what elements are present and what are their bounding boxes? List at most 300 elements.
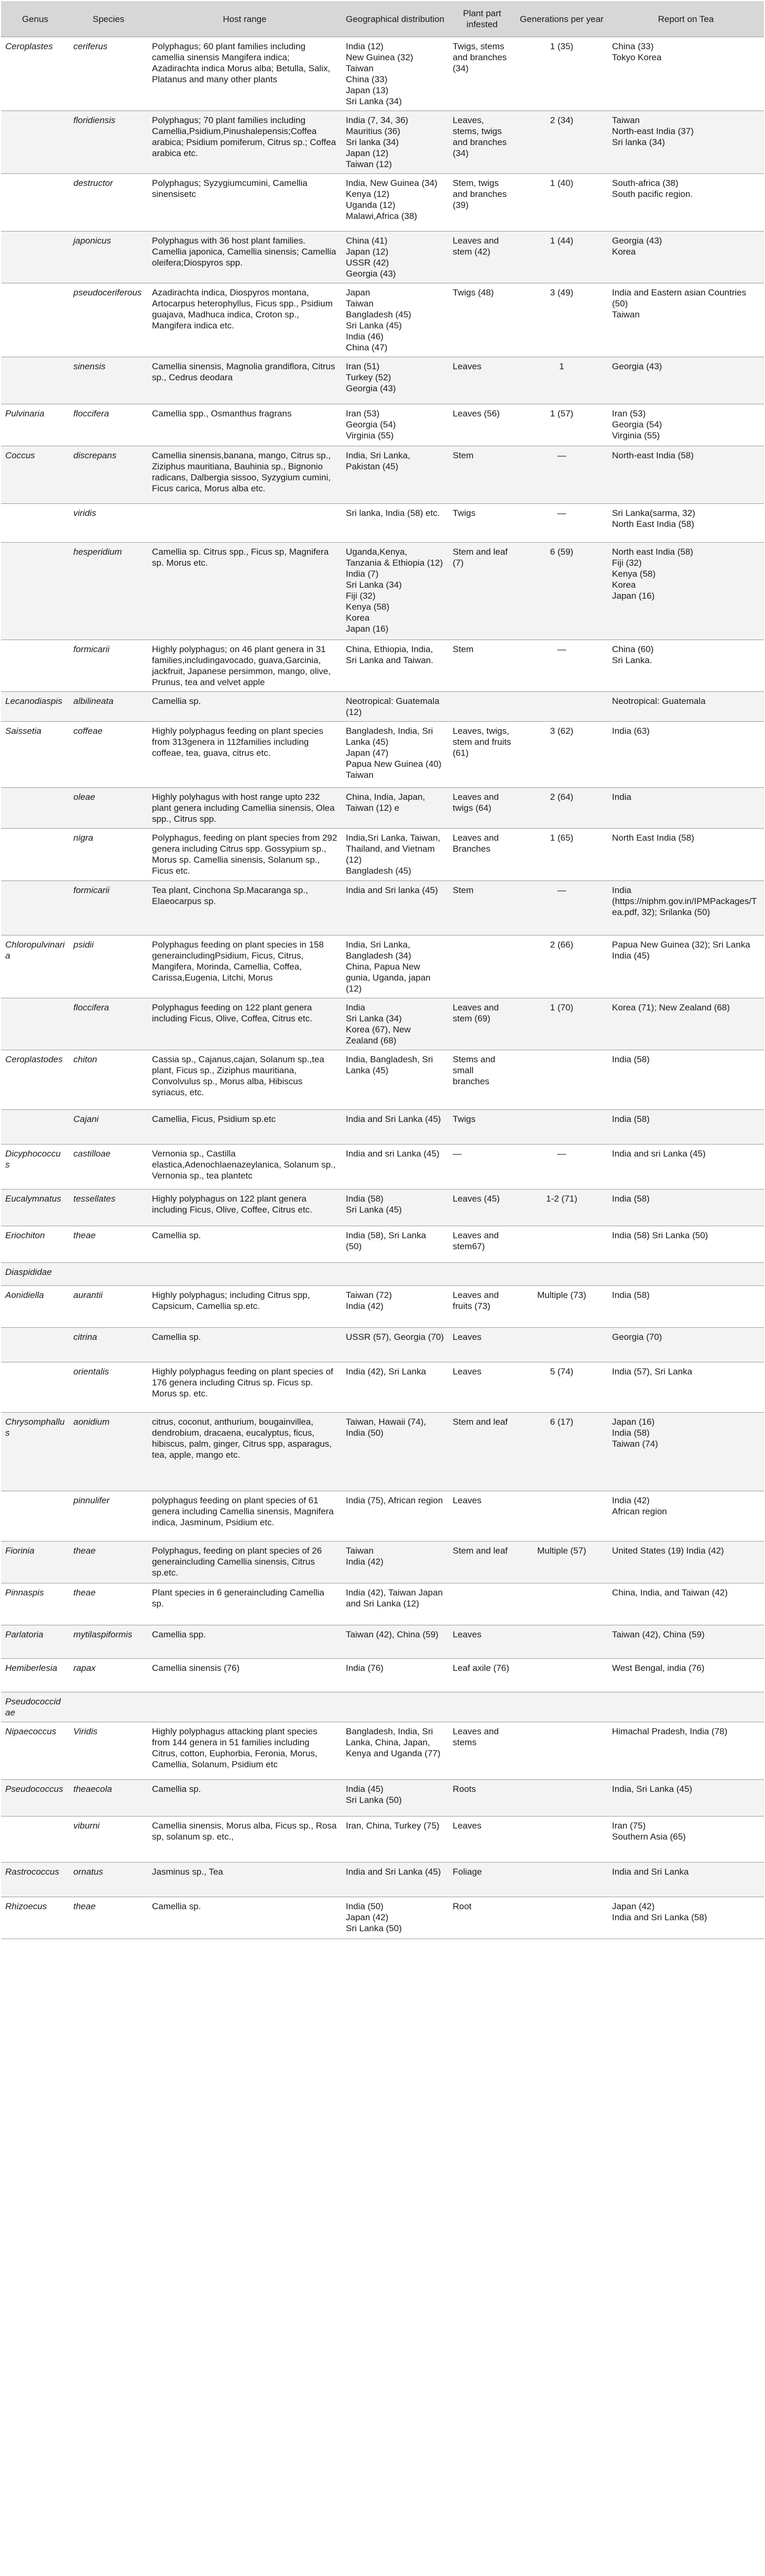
host-range-cell: Highly polyphagus feeding on plant species from 313genera in 112families including coffeae, tea, guava, citrus etc.	[148, 722, 342, 788]
genus-cell: Eucalymnatus	[1, 1190, 69, 1226]
species-cell: pseudoceriferous	[69, 283, 148, 357]
genus-cell: Nipaecoccus	[1, 1722, 69, 1780]
genus-cell	[1, 1362, 69, 1413]
genus-cell: Pinnaspis	[1, 1583, 69, 1625]
table-row	[1, 1110, 764, 1144]
species-cell: aurantii	[69, 1286, 148, 1328]
species-cell: formicarii	[69, 640, 148, 692]
generations-cell: 1 (70)	[516, 998, 608, 1050]
host-range-cell: Highly polyphagus feeding on plant species of 176 genera including Citrus sp. Ficus sp. Morus sp. etc.	[148, 1362, 342, 1413]
plant-part-cell: Roots	[449, 1780, 516, 1817]
genus-cell	[1, 174, 69, 232]
table-row	[1, 1286, 764, 1328]
table-row	[1, 357, 764, 404]
host-range-cell: Highly polyphagus attacking plant species from 144 genera in 51 families including Citrus, cotton, Euphorbia, Feronia, Morus, Camellia, Solanum, Psidium etc	[148, 1722, 342, 1780]
plant-part-cell: Leaves	[449, 357, 516, 404]
genus-cell	[1, 788, 69, 829]
table-row	[1, 1542, 764, 1583]
generations-cell: 6 (59)	[516, 543, 608, 640]
distribution-cell: India (42), Sri Lanka	[342, 1362, 449, 1413]
plant-part-cell: Leaves	[449, 1817, 516, 1863]
table-row	[1, 1780, 764, 1817]
generations-cell	[516, 1263, 608, 1286]
report-on-tea-cell: India, Sri Lanka (45)	[608, 1780, 764, 1817]
plant-part-cell: Leaves, stems, twigs and branches (34)	[449, 111, 516, 174]
table-row	[1, 1226, 764, 1263]
plant-part-cell	[449, 935, 516, 998]
host-range-cell: Camellia sp. Citrus spp., Ficus sp, Magnifera sp. Morus etc.	[148, 543, 342, 640]
host-range-cell: Polyphagus feeding on plant species in 158 generaincludingPsidium, Ficus, Citrus, Mangifera, Morinda, Camellia, Coffea, Carissa,Eugenia, Litchi, Morus	[148, 935, 342, 998]
plant-part-cell	[449, 692, 516, 722]
report-on-tea-cell: South-africa (38) South pacific region.	[608, 174, 764, 232]
host-range-cell: Camellia sp.	[148, 1780, 342, 1817]
host-range-cell: Polyphagus, feeding on plant species from 292 genera including Citrus spp. Gossypium sp., Morus sp. Camellia sinensis, Solanum sp., Ficus etc.	[148, 829, 342, 881]
species-cell: orientalis	[69, 1362, 148, 1413]
species-cell: hesperidium	[69, 543, 148, 640]
generations-cell	[516, 1817, 608, 1863]
species-cell: discrepans	[69, 446, 148, 504]
table-row	[1, 1413, 764, 1491]
generations-cell: 2 (64)	[516, 788, 608, 829]
genus-cell	[1, 283, 69, 357]
table-row	[1, 232, 764, 283]
generations-cell	[516, 1659, 608, 1692]
distribution-cell: India, Sri Lanka, Pakistan (45)	[342, 446, 449, 504]
genus-cell	[1, 543, 69, 640]
host-range-cell: Camellia sinensis (76)	[148, 1659, 342, 1692]
host-range-cell: Polyphagus; Syzygiumcumini, Camellia sinensisetc	[148, 174, 342, 232]
host-range-cell: Polyphagus; 60 plant families including camellia sinensis Mangifera indica; Azadirachta indica Morus alba; Betulla, Salix, Platanus and many other plants	[148, 37, 342, 111]
table-row	[1, 404, 764, 446]
species-cell: tessellates	[69, 1190, 148, 1226]
genus-cell	[1, 1817, 69, 1863]
species-cell: oleae	[69, 788, 148, 829]
report-on-tea-cell: India (58)	[608, 1286, 764, 1328]
generations-cell: Multiple (57)	[516, 1542, 608, 1583]
host-range-cell: citrus, coconut, anthurium, bougainvillea, dendrobium, dracaena, eucalyptus, ficus, hibiscus, palm, ginger, Citrus spp, asparagus, tea, apple, mango etc.	[148, 1413, 342, 1491]
generations-cell	[516, 1897, 608, 1939]
genus-cell: Eriochiton	[1, 1226, 69, 1263]
distribution-cell: India (75), African region	[342, 1491, 449, 1542]
host-range-cell: Azadirachta indica, Diospyros montana, Artocarpus heterophyllus, Ficus spp., Psidium guajava, Madhuca indica, Croton sp., Mangifera indica etc.	[148, 283, 342, 357]
header-geographical-distribution: Geographical distribution	[342, 1, 449, 37]
host-range-cell: Highly polyphagus; including Citrus spp, Capsicum, Camellia sp.etc.	[148, 1286, 342, 1328]
species-cell: japonicus	[69, 232, 148, 283]
report-on-tea-cell: Iran (75) Southern Asia (65)	[608, 1817, 764, 1863]
species-cell: formicarii	[69, 881, 148, 935]
header-genus: Genus	[1, 1, 69, 37]
header-host-range: Host range	[148, 1, 342, 37]
species-cell: floccifera	[69, 998, 148, 1050]
genus-cell	[1, 357, 69, 404]
table-row	[1, 1328, 764, 1362]
table-row	[1, 1583, 764, 1625]
generations-cell	[516, 1625, 608, 1659]
distribution-cell: India, New Guinea (34) Kenya (12) Uganda (12) Malawi,Africa (38)	[342, 174, 449, 232]
generations-cell: 1 (65)	[516, 829, 608, 881]
distribution-cell: India (50) Japan (42) Sri Lanka (50)	[342, 1897, 449, 1939]
species-cell: aonidium	[69, 1413, 148, 1491]
report-on-tea-cell: India (58)	[608, 1050, 764, 1110]
header-species: Species	[69, 1, 148, 37]
host-range-cell	[148, 1263, 342, 1286]
host-range-cell: Polyphagus with 36 host plant families. Camellia japonica, Camellia sinensis; Camellia oleifera;Diospyros spp.	[148, 232, 342, 283]
report-on-tea-cell: Iran (53) Georgia (54) Virginia (55)	[608, 404, 764, 446]
table-row	[1, 1692, 764, 1722]
plant-part-cell: Leaves and stem (42)	[449, 232, 516, 283]
distribution-cell: Bangladesh, India, Sri Lanka (45) Japan (47) Papua New Guinea (40) Taiwan	[342, 722, 449, 788]
plant-part-cell	[449, 1263, 516, 1286]
plant-part-cell: Leaves	[449, 1625, 516, 1659]
table-row	[1, 1144, 764, 1190]
species-cell: sinensis	[69, 357, 148, 404]
report-on-tea-cell: China, India, and Taiwan (42)	[608, 1583, 764, 1625]
generations-cell	[516, 1692, 608, 1722]
table-row	[1, 998, 764, 1050]
report-on-tea-cell: West Bengal, india (76)	[608, 1659, 764, 1692]
generations-cell: 1 (35)	[516, 37, 608, 111]
distribution-cell: India (7, 34, 36) Mauritius (36) Sri lanka (34) Japan (12) Taiwan (12)	[342, 111, 449, 174]
table-row	[1, 829, 764, 881]
host-range-cell: Camellia sp.	[148, 1897, 342, 1939]
species-cell: theaecola	[69, 1780, 148, 1817]
generations-cell: 6 (17)	[516, 1413, 608, 1491]
distribution-cell: Bangladesh, India, Sri Lanka, China, Japan, Kenya and Uganda (77)	[342, 1722, 449, 1780]
generations-cell: 1 (40)	[516, 174, 608, 232]
table-row	[1, 504, 764, 543]
host-range-cell: Jasminus sp., Tea	[148, 1863, 342, 1897]
species-cell: albilineata	[69, 692, 148, 722]
species-cell: ceriferus	[69, 37, 148, 111]
species-cell: destructor	[69, 174, 148, 232]
genus-cell: Rhizoecus	[1, 1897, 69, 1939]
plant-part-cell: Leaves, twigs, stem and fruits (61)	[449, 722, 516, 788]
species-cell: theae	[69, 1542, 148, 1583]
generations-cell: —	[516, 504, 608, 543]
distribution-cell: India and Sri lanka (45)	[342, 881, 449, 935]
host-range-cell: Polyphagus feeding on 122 plant genera including Ficus, Olive, Coffea, Citrus etc.	[148, 998, 342, 1050]
table-row	[1, 1863, 764, 1897]
generations-cell: 1-2 (71)	[516, 1190, 608, 1226]
species-cell: mytilaspiformis	[69, 1625, 148, 1659]
species-cell: floccifera	[69, 404, 148, 446]
table-row	[1, 1050, 764, 1110]
host-range-cell: Camellia sinensis, Morus alba, Ficus sp., Rosa sp, solanum sp. etc.,	[148, 1817, 342, 1863]
host-range-cell: Camellia spp.	[148, 1625, 342, 1659]
distribution-cell: Taiwan, Hawaii (74), India (50)	[342, 1413, 449, 1491]
plant-part-cell: Twigs (48)	[449, 283, 516, 357]
genus-cell	[1, 111, 69, 174]
table-row	[1, 881, 764, 935]
distribution-cell: India, Bangladesh, Sri Lanka (45)	[342, 1050, 449, 1110]
table-row	[1, 37, 764, 111]
plant-part-cell: Twigs	[449, 1110, 516, 1144]
generations-cell: 5 (74)	[516, 1362, 608, 1413]
plant-part-cell: Leaves (56)	[449, 404, 516, 446]
species-cell: rapax	[69, 1659, 148, 1692]
report-on-tea-cell: North East India (58)	[608, 829, 764, 881]
distribution-cell: Sri lanka, India (58) etc.	[342, 504, 449, 543]
distribution-cell: China, Ethiopia, India, Sri Lanka and Taiwan.	[342, 640, 449, 692]
species-cell: theae	[69, 1226, 148, 1263]
header-row	[1, 1, 764, 37]
genus-cell: Pseudococcidae	[1, 1692, 69, 1722]
distribution-cell: China (41) Japan (12) USSR (42) Georgia (43)	[342, 232, 449, 283]
host-range-cell: Camellia sp.	[148, 1328, 342, 1362]
plant-part-cell: Leaves and stems	[449, 1722, 516, 1780]
genus-cell: Ceroplastes	[1, 37, 69, 111]
host-range-cell: Camellia sp.	[148, 1226, 342, 1263]
genus-cell: Pseudococcus	[1, 1780, 69, 1817]
report-on-tea-cell: Georgia (43) Korea	[608, 232, 764, 283]
genus-cell: Chloropulvinaria	[1, 935, 69, 998]
host-range-cell: Camellia sp.	[148, 692, 342, 722]
report-on-tea-cell	[608, 1263, 764, 1286]
generations-cell: —	[516, 881, 608, 935]
species-cell: Viridis	[69, 1722, 148, 1780]
distribution-cell: India (45) Sri Lanka (50)	[342, 1780, 449, 1817]
generations-cell: 1 (44)	[516, 232, 608, 283]
distribution-cell: Uganda,Kenya, Tanzania & Ethiopia (12) India (7) Sri Lanka (34) Fiji (32) Kenya (58) Korea Japan (16)	[342, 543, 449, 640]
host-range-cell: Polyphagus; 70 plant families including Camellia,Psidium,Pinushalepensis;Coffea arabica; Psidium pomiferum, Citrus sp.; Coffea arabica etc.	[148, 111, 342, 174]
species-cell: floridiensis	[69, 111, 148, 174]
generations-cell: 2 (66)	[516, 935, 608, 998]
table-body	[1, 37, 764, 1939]
genus-cell	[1, 1328, 69, 1362]
report-on-tea-cell: North-east India (58)	[608, 446, 764, 504]
generations-cell	[516, 1110, 608, 1144]
report-on-tea-cell: India (58)	[608, 1190, 764, 1226]
generations-cell: —	[516, 640, 608, 692]
host-range-cell: Plant species in 6 generaincluding Camellia sp.	[148, 1583, 342, 1625]
genus-cell: Pulvinaria	[1, 404, 69, 446]
table-row	[1, 1722, 764, 1780]
genus-cell	[1, 998, 69, 1050]
species-cell: viridis	[69, 504, 148, 543]
species-cell: Cajani	[69, 1110, 148, 1144]
plant-part-cell: Leaves and Branches	[449, 829, 516, 881]
generations-cell	[516, 1050, 608, 1110]
table-row	[1, 640, 764, 692]
table-row	[1, 1263, 764, 1286]
distribution-cell: Iran (53) Georgia (54) Virginia (55)	[342, 404, 449, 446]
report-on-tea-cell: India (https://niphm.gov.in/IPMPackages/Tea.pdf, 32); Srilanka (50)	[608, 881, 764, 935]
report-on-tea-cell: India and Sri Lanka	[608, 1863, 764, 1897]
plant-part-cell: Stem	[449, 640, 516, 692]
plant-part-cell: Foliage	[449, 1863, 516, 1897]
host-range-cell: Vernonia sp., Castilla elastica,Adenochlaenazeylanica, Solanum sp., Vernonia sp., tea plantetc	[148, 1144, 342, 1190]
generations-cell: 3 (62)	[516, 722, 608, 788]
header-generations-per-year: Generations per year	[516, 1, 608, 37]
plant-part-cell: Twigs	[449, 504, 516, 543]
genus-cell: Diaspididae	[1, 1263, 69, 1286]
genus-cell: Aonidiella	[1, 1286, 69, 1328]
plant-part-cell	[449, 1692, 516, 1722]
distribution-cell: Taiwan (72) India (42)	[342, 1286, 449, 1328]
report-on-tea-cell: Taiwan North-east India (37) Sri lanka (34)	[608, 111, 764, 174]
plant-part-cell: Stems and small branches	[449, 1050, 516, 1110]
genus-cell	[1, 232, 69, 283]
host-range-cell: Camellia sinensis,banana, mango, Citrus sp., Ziziphus mauritiana, Bauhinia sp., Bignonio radicans, Dalbergia sissoo, Syzygium cumini, Ficus carica, Morus alba etc.	[148, 446, 342, 504]
report-on-tea-cell: Korea (71); New Zealand (68)	[608, 998, 764, 1050]
genus-cell: Coccus	[1, 446, 69, 504]
table-row	[1, 111, 764, 174]
plant-part-cell: Leaves	[449, 1491, 516, 1542]
genus-cell: Chrysomphallus	[1, 1413, 69, 1491]
distribution-cell: India (58), Sri Lanka (50)	[342, 1226, 449, 1263]
report-on-tea-cell	[608, 1692, 764, 1722]
species-cell: castilloae	[69, 1144, 148, 1190]
table-row	[1, 788, 764, 829]
table-row	[1, 1897, 764, 1939]
host-range-cell: Polyphagus, feeding on plant species of 26 generaincluding Camellia sinensis, Citrus sp.etc.	[148, 1542, 342, 1583]
distribution-cell: India and Sri Lanka (45)	[342, 1110, 449, 1144]
generations-cell	[516, 1780, 608, 1817]
species-cell: pinnulifer	[69, 1491, 148, 1542]
distribution-cell: India (76)	[342, 1659, 449, 1692]
generations-cell	[516, 1328, 608, 1362]
table-row	[1, 722, 764, 788]
plant-part-cell: —	[449, 1144, 516, 1190]
report-on-tea-cell: India and sri Lanka (45)	[608, 1144, 764, 1190]
genus-cell: Dicyphococcus	[1, 1144, 69, 1190]
report-on-tea-cell: Taiwan (42), China (59)	[608, 1625, 764, 1659]
species-cell: ornatus	[69, 1863, 148, 1897]
plant-part-cell: Leaves	[449, 1362, 516, 1413]
species-cell: psidii	[69, 935, 148, 998]
genus-cell: Ceroplastodes	[1, 1050, 69, 1110]
scale-insect-host-table	[1, 1, 764, 1939]
report-on-tea-cell: Japan (16) India (58) Taiwan (74)	[608, 1413, 764, 1491]
distribution-cell	[342, 1263, 449, 1286]
report-on-tea-cell: Neotropical: Guatemala	[608, 692, 764, 722]
report-on-tea-cell: India	[608, 788, 764, 829]
genus-cell: Hemiberlesia	[1, 1659, 69, 1692]
plant-part-cell	[449, 1583, 516, 1625]
distribution-cell: India (58) Sri Lanka (45)	[342, 1190, 449, 1226]
species-cell: theae	[69, 1897, 148, 1939]
table-row	[1, 1817, 764, 1863]
distribution-cell: India and Sri Lanka (45)	[342, 1863, 449, 1897]
report-on-tea-cell: North east India (58) Fiji (32) Kenya (58) Korea Japan (16)	[608, 543, 764, 640]
report-on-tea-cell: India (57), Sri Lanka	[608, 1362, 764, 1413]
host-range-cell	[148, 504, 342, 543]
host-range-cell: Tea plant, Cinchona Sp.Macaranga sp., Elaeocarpus sp.	[148, 881, 342, 935]
host-range-cell: Camellia spp., Osmanthus fragrans	[148, 404, 342, 446]
species-cell: viburni	[69, 1817, 148, 1863]
species-cell	[69, 1263, 148, 1286]
host-range-cell: Highly polyphagus; on 46 plant genera in 31 families,includingavocado, guava,Garcinia, jackfruit, Japanese persimmon, mango, olive, Prunus, tea and velvet apple	[148, 640, 342, 692]
table-row	[1, 935, 764, 998]
genus-cell: Rastrococcus	[1, 1863, 69, 1897]
table-row	[1, 283, 764, 357]
distribution-cell: China, India, Japan, Taiwan (12) e	[342, 788, 449, 829]
table-row	[1, 692, 764, 722]
genus-cell	[1, 1491, 69, 1542]
table-row	[1, 543, 764, 640]
distribution-cell: Japan Taiwan Bangladesh (45) Sri Lanka (45) India (46) China (47)	[342, 283, 449, 357]
host-range-cell	[148, 1692, 342, 1722]
table-row	[1, 1659, 764, 1692]
plant-part-cell: Leaves and fruits (73)	[449, 1286, 516, 1328]
distribution-cell	[342, 1692, 449, 1722]
distribution-cell: Taiwan (42), China (59)	[342, 1625, 449, 1659]
host-range-cell: Highly polyphagus on 122 plant genera including Ficus, Olive, Coffee, Citrus etc.	[148, 1190, 342, 1226]
plant-part-cell: Leaves and stem67)	[449, 1226, 516, 1263]
genus-cell: Lecanodiaspis	[1, 692, 69, 722]
generations-cell	[516, 1583, 608, 1625]
distribution-cell: Iran (51) Turkey (52) Georgia (43)	[342, 357, 449, 404]
genus-cell	[1, 1110, 69, 1144]
report-on-tea-cell: India (63)	[608, 722, 764, 788]
plant-part-cell: Leaves (45)	[449, 1190, 516, 1226]
plant-part-cell: Leaves	[449, 1328, 516, 1362]
report-on-tea-cell: Sri Lanka(sarma, 32) North East India (58)	[608, 504, 764, 543]
generations-cell: —	[516, 1144, 608, 1190]
distribution-cell: India and sri Lanka (45)	[342, 1144, 449, 1190]
distribution-cell: USSR (57), Georgia (70)	[342, 1328, 449, 1362]
genus-cell: Fiorinia	[1, 1542, 69, 1583]
report-on-tea-cell: Papua New Guinea (32); Sri Lanka India (45)	[608, 935, 764, 998]
distribution-cell: Taiwan India (42)	[342, 1542, 449, 1583]
plant-part-cell: Stem and leaf (7)	[449, 543, 516, 640]
table-row	[1, 174, 764, 232]
report-on-tea-cell: Himachal Pradesh, India (78)	[608, 1722, 764, 1780]
species-cell: citrina	[69, 1328, 148, 1362]
species-cell: chiton	[69, 1050, 148, 1110]
species-cell: coffeae	[69, 722, 148, 788]
genus-cell: Saissetia	[1, 722, 69, 788]
header-plant-part-infested: Plant part infested	[449, 1, 516, 37]
distribution-cell: India Sri Lanka (34) Korea (67), New Zealand (68)	[342, 998, 449, 1050]
plant-part-cell: Stem	[449, 446, 516, 504]
generations-cell: Multiple (73)	[516, 1286, 608, 1328]
plant-part-cell: Twigs, stems and branches (34)	[449, 37, 516, 111]
generations-cell: 1	[516, 357, 608, 404]
host-range-cell: Cassia sp., Cajanus,cajan, Solanum sp.,tea plant, Ficus sp., Ziziphus mauritiana, Convolvulus sp., Morus alba, Hibiscus syriacus, etc.	[148, 1050, 342, 1110]
generations-cell	[516, 1226, 608, 1263]
header-report-on-tea: Report on Tea	[608, 1, 764, 37]
report-on-tea-cell: China (60) Sri Lanka.	[608, 640, 764, 692]
distribution-cell: India (12) New Guinea (32) Taiwan China (33) Japan (13) Sri Lanka (34)	[342, 37, 449, 111]
report-on-tea-cell: India (42) African region	[608, 1491, 764, 1542]
distribution-cell: India (42), Taiwan Japan and Sri Lanka (12)	[342, 1583, 449, 1625]
plant-part-cell: Stem, twigs and branches (39)	[449, 174, 516, 232]
report-on-tea-cell: Georgia (43)	[608, 357, 764, 404]
genus-cell	[1, 504, 69, 543]
report-on-tea-cell: Japan (42) India and Sri Lanka (58)	[608, 1897, 764, 1939]
table-row	[1, 1625, 764, 1659]
generations-cell: 2 (34)	[516, 111, 608, 174]
species-cell: nigra	[69, 829, 148, 881]
distribution-cell: Neotropical: Guatemala (12)	[342, 692, 449, 722]
host-range-cell: Camellia, Ficus, Psidium sp.etc	[148, 1110, 342, 1144]
report-on-tea-cell: Georgia (70)	[608, 1328, 764, 1362]
generations-cell	[516, 692, 608, 722]
generations-cell: 3 (49)	[516, 283, 608, 357]
species-cell: theae	[69, 1583, 148, 1625]
table-row	[1, 446, 764, 504]
plant-part-cell: Leaves and twigs (64)	[449, 788, 516, 829]
generations-cell: 1 (57)	[516, 404, 608, 446]
genus-cell	[1, 829, 69, 881]
table-row	[1, 1491, 764, 1542]
plant-part-cell: Stem	[449, 881, 516, 935]
species-cell	[69, 1692, 148, 1722]
generations-cell	[516, 1863, 608, 1897]
report-on-tea-cell: India and Eastern asian Countries (50) Taiwan	[608, 283, 764, 357]
report-on-tea-cell: China (33) Tokyo Korea	[608, 37, 764, 111]
